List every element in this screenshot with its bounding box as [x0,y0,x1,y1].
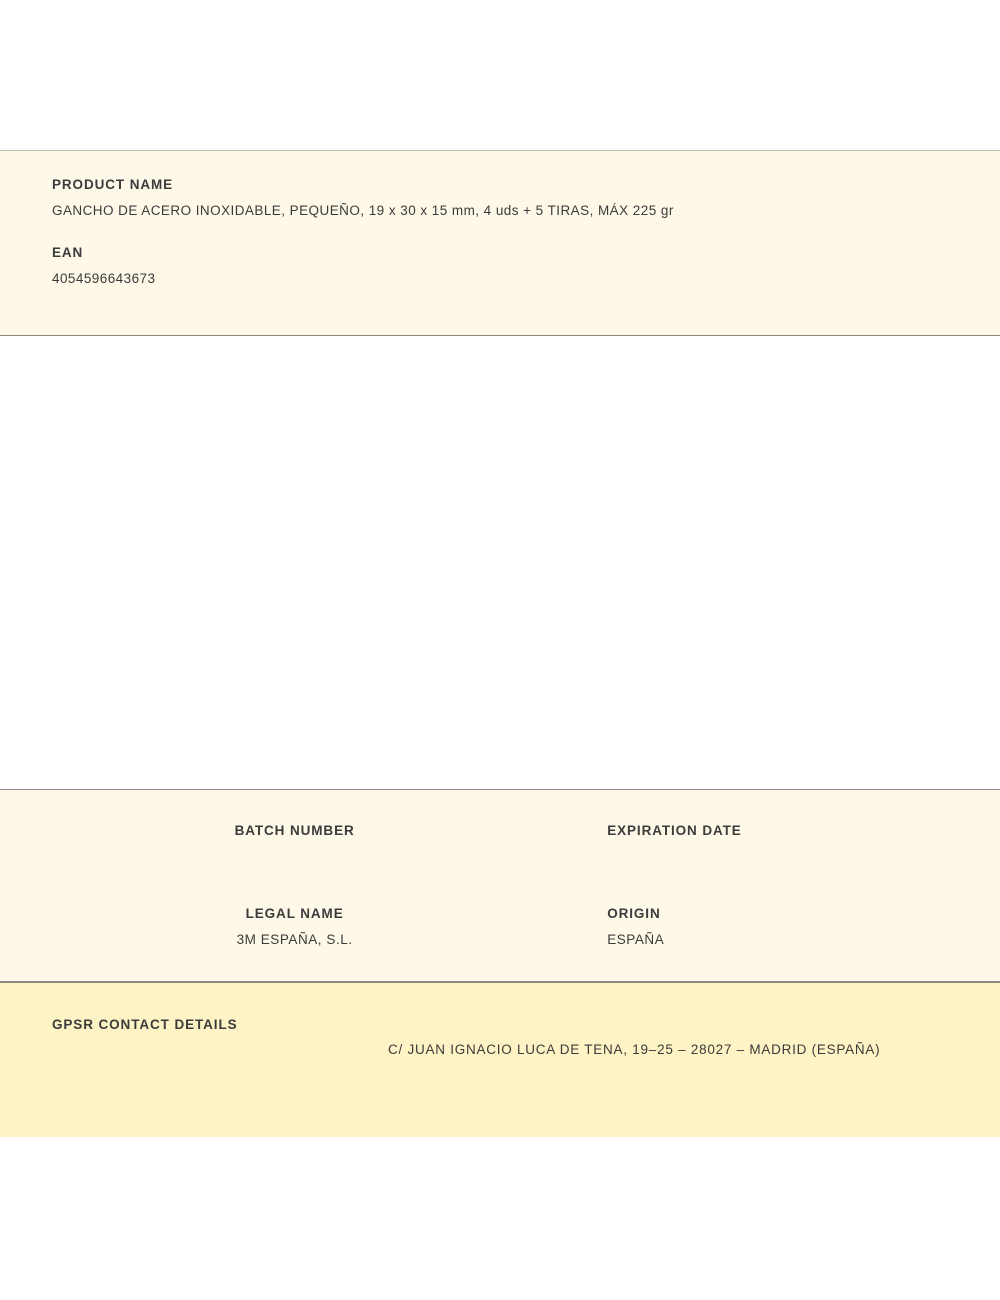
origin-field [589,906,1000,947]
legal-origin-row [0,849,1000,947]
gpsr-contact-section [0,982,1000,1137]
expiration-date-label: EXPIRATION DATE [607,823,742,838]
legal-name-field [0,906,589,947]
legal-name-value: 3M ESPAÑA, S.L. [236,932,353,947]
ean-field [52,245,948,286]
product-name-field [52,177,948,218]
batch-number-field [0,823,589,849]
product-name-value: GANCHO DE ACERO INOXIDABLE, PEQUEÑO, 19 x 30 x 15 mm, 4 uds + 5 TIRAS, MÁX 225 gr [52,203,674,218]
bottom-spacer [0,1137,1000,1300]
ean-label: EAN [52,245,84,260]
product-name-label: PRODUCT NAME [52,177,174,192]
middle-spacer [0,336,1000,789]
gpsr-contact-address: C/ JUAN IGNACIO LUCA DE TENA, 19–25 – 28027 – MADRID (ESPAÑA) [388,1042,881,1057]
gpsr-contact-label: GPSR CONTACT DETAILS [52,1017,238,1032]
origin-value: ESPAÑA [607,932,665,947]
top-spacer [0,0,1000,150]
legal-name-label: LEGAL NAME [245,906,344,921]
ean-value: 4054596643673 [52,271,156,286]
batch-number-label: BATCH NUMBER [234,823,355,838]
expiration-date-field [589,823,1000,849]
product-info-section [0,150,1000,336]
origin-label: ORIGIN [607,906,661,921]
batch-expiration-row [0,790,1000,849]
manufacturer-details-section [0,789,1000,982]
